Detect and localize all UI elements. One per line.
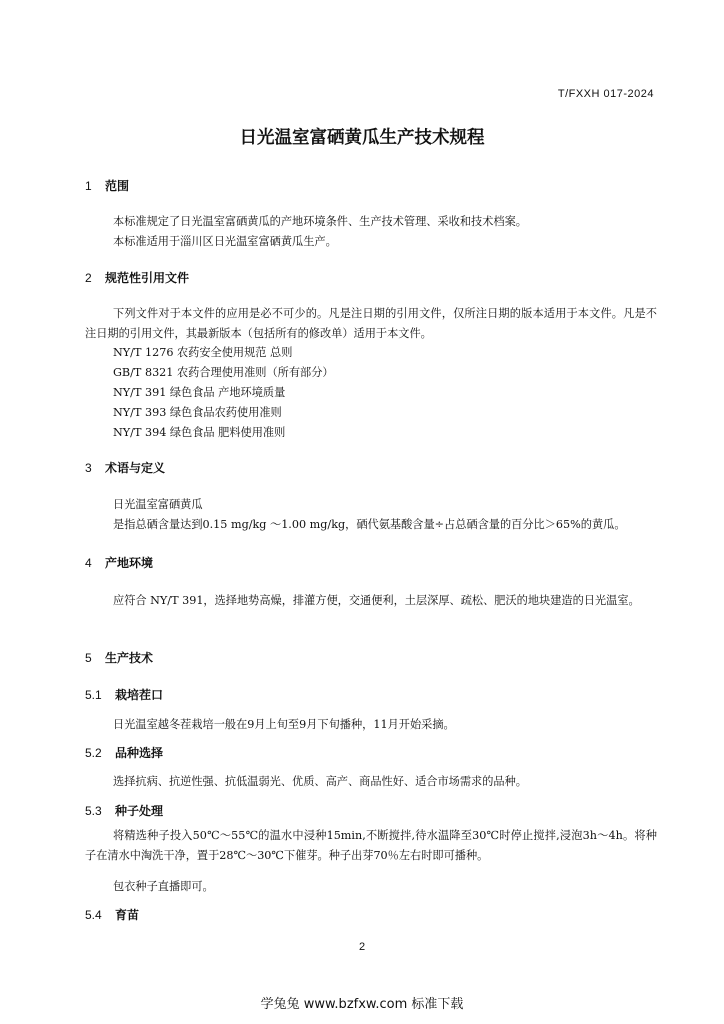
subsection-title: 育苗	[115, 908, 140, 922]
section-title: 范围	[105, 179, 130, 193]
paragraph: 下列文件对于本文件的应用是必不可少的。凡是注日期的引用文件，仅所注日期的版本适用于本文件。凡是不注日期的引用文件，其最新版本（包括所有的修改单）适用于本文件。	[85, 307, 657, 340]
section-title: 术语与定义	[105, 461, 166, 475]
section-heading-3	[85, 459, 165, 476]
section-heading-2	[85, 269, 189, 286]
subsection-title: 品种选择	[115, 746, 164, 760]
section-title: 生产技术	[105, 651, 154, 665]
section-number: 2	[85, 271, 92, 285]
document-code: T/FXXH 017-2024	[557, 88, 654, 100]
section-heading-1	[85, 177, 129, 194]
paragraph: 本标准规定了日光温室富硒黄瓜的产地环境条件、生产技术管理、采收和技术档案。	[113, 215, 527, 228]
reference-item: NY/T 393 绿色食品农药使用准则	[113, 406, 282, 419]
term-definition: 是指总硒含量达到0.15 mg/kg ～1.00 mg/kg，硒代氨基酸含量÷占总硒含量的百分比＞65%的黄瓜。	[113, 518, 626, 531]
subsection-heading-5-4	[85, 906, 139, 923]
reference-item: NY/T 394 绿色食品 肥料使用准则	[113, 426, 286, 439]
reference-item: GB/T 8321 农药合理使用准则（所有部分）	[113, 366, 334, 379]
subsection-title: 种子处理	[115, 804, 164, 818]
paragraph: 日光温室越冬茬栽培一般在9月上旬至9月下旬播种，11月开始采摘。	[113, 718, 455, 731]
subsection-heading-5-3	[85, 802, 163, 819]
paragraph: 选择抗病、抗逆性强、抗低温弱光、优质、高产、商品性好、适合市场需求的品种。	[113, 775, 527, 788]
term: 日光温室富硒黄瓜	[113, 498, 203, 511]
reference-item: NY/T 391 绿色食品 产地环境质量	[113, 386, 286, 399]
subsection-number: 5.1	[85, 688, 102, 702]
paragraph: 包衣种子直播即可。	[113, 880, 214, 893]
paragraph: 应符合 NY/T 391，选择地势高燥，排灌方便，交通便利，土层深厚、疏松、肥沃的地块建造的日光温室。	[113, 594, 640, 607]
page-number: 2	[358, 941, 366, 953]
subsection-number: 5.3	[85, 804, 102, 818]
subsection-heading-5-2	[85, 744, 163, 761]
section-heading-4	[85, 554, 153, 571]
document-title: 日光温室富硒黄瓜生产技术规程	[239, 128, 485, 148]
section-number: 3	[85, 461, 92, 475]
subsection-title: 栽培茬口	[115, 688, 164, 702]
subsection-number: 5.2	[85, 746, 102, 760]
section-number: 4	[85, 556, 92, 570]
section-number: 1	[85, 179, 92, 193]
section-heading-5	[85, 649, 153, 666]
paragraph: 本标准适用于淄川区日光温室富硒黄瓜生产。	[113, 235, 337, 248]
paragraph: 将精选种子投入50℃～55℃的温水中浸种15min,不断搅拌,待水温降至30℃时停止搅拌,浸泡3h～4h。将种子在清水中淘洗干净，置于28℃～30℃下催芽。种子出芽70％左右时即可播种。	[85, 829, 657, 862]
section-number: 5	[85, 651, 92, 665]
subsection-number: 5.4	[85, 908, 102, 922]
section-title: 产地环境	[105, 556, 154, 570]
section-title: 规范性引用文件	[105, 271, 190, 285]
subsection-heading-5-1	[85, 686, 163, 703]
footer-watermark[interactable]: 学兔兔 www.bzfxw.com 标准下载	[260, 997, 464, 1012]
reference-item: NY/T 1276 农药安全使用规范 总则	[113, 346, 293, 359]
